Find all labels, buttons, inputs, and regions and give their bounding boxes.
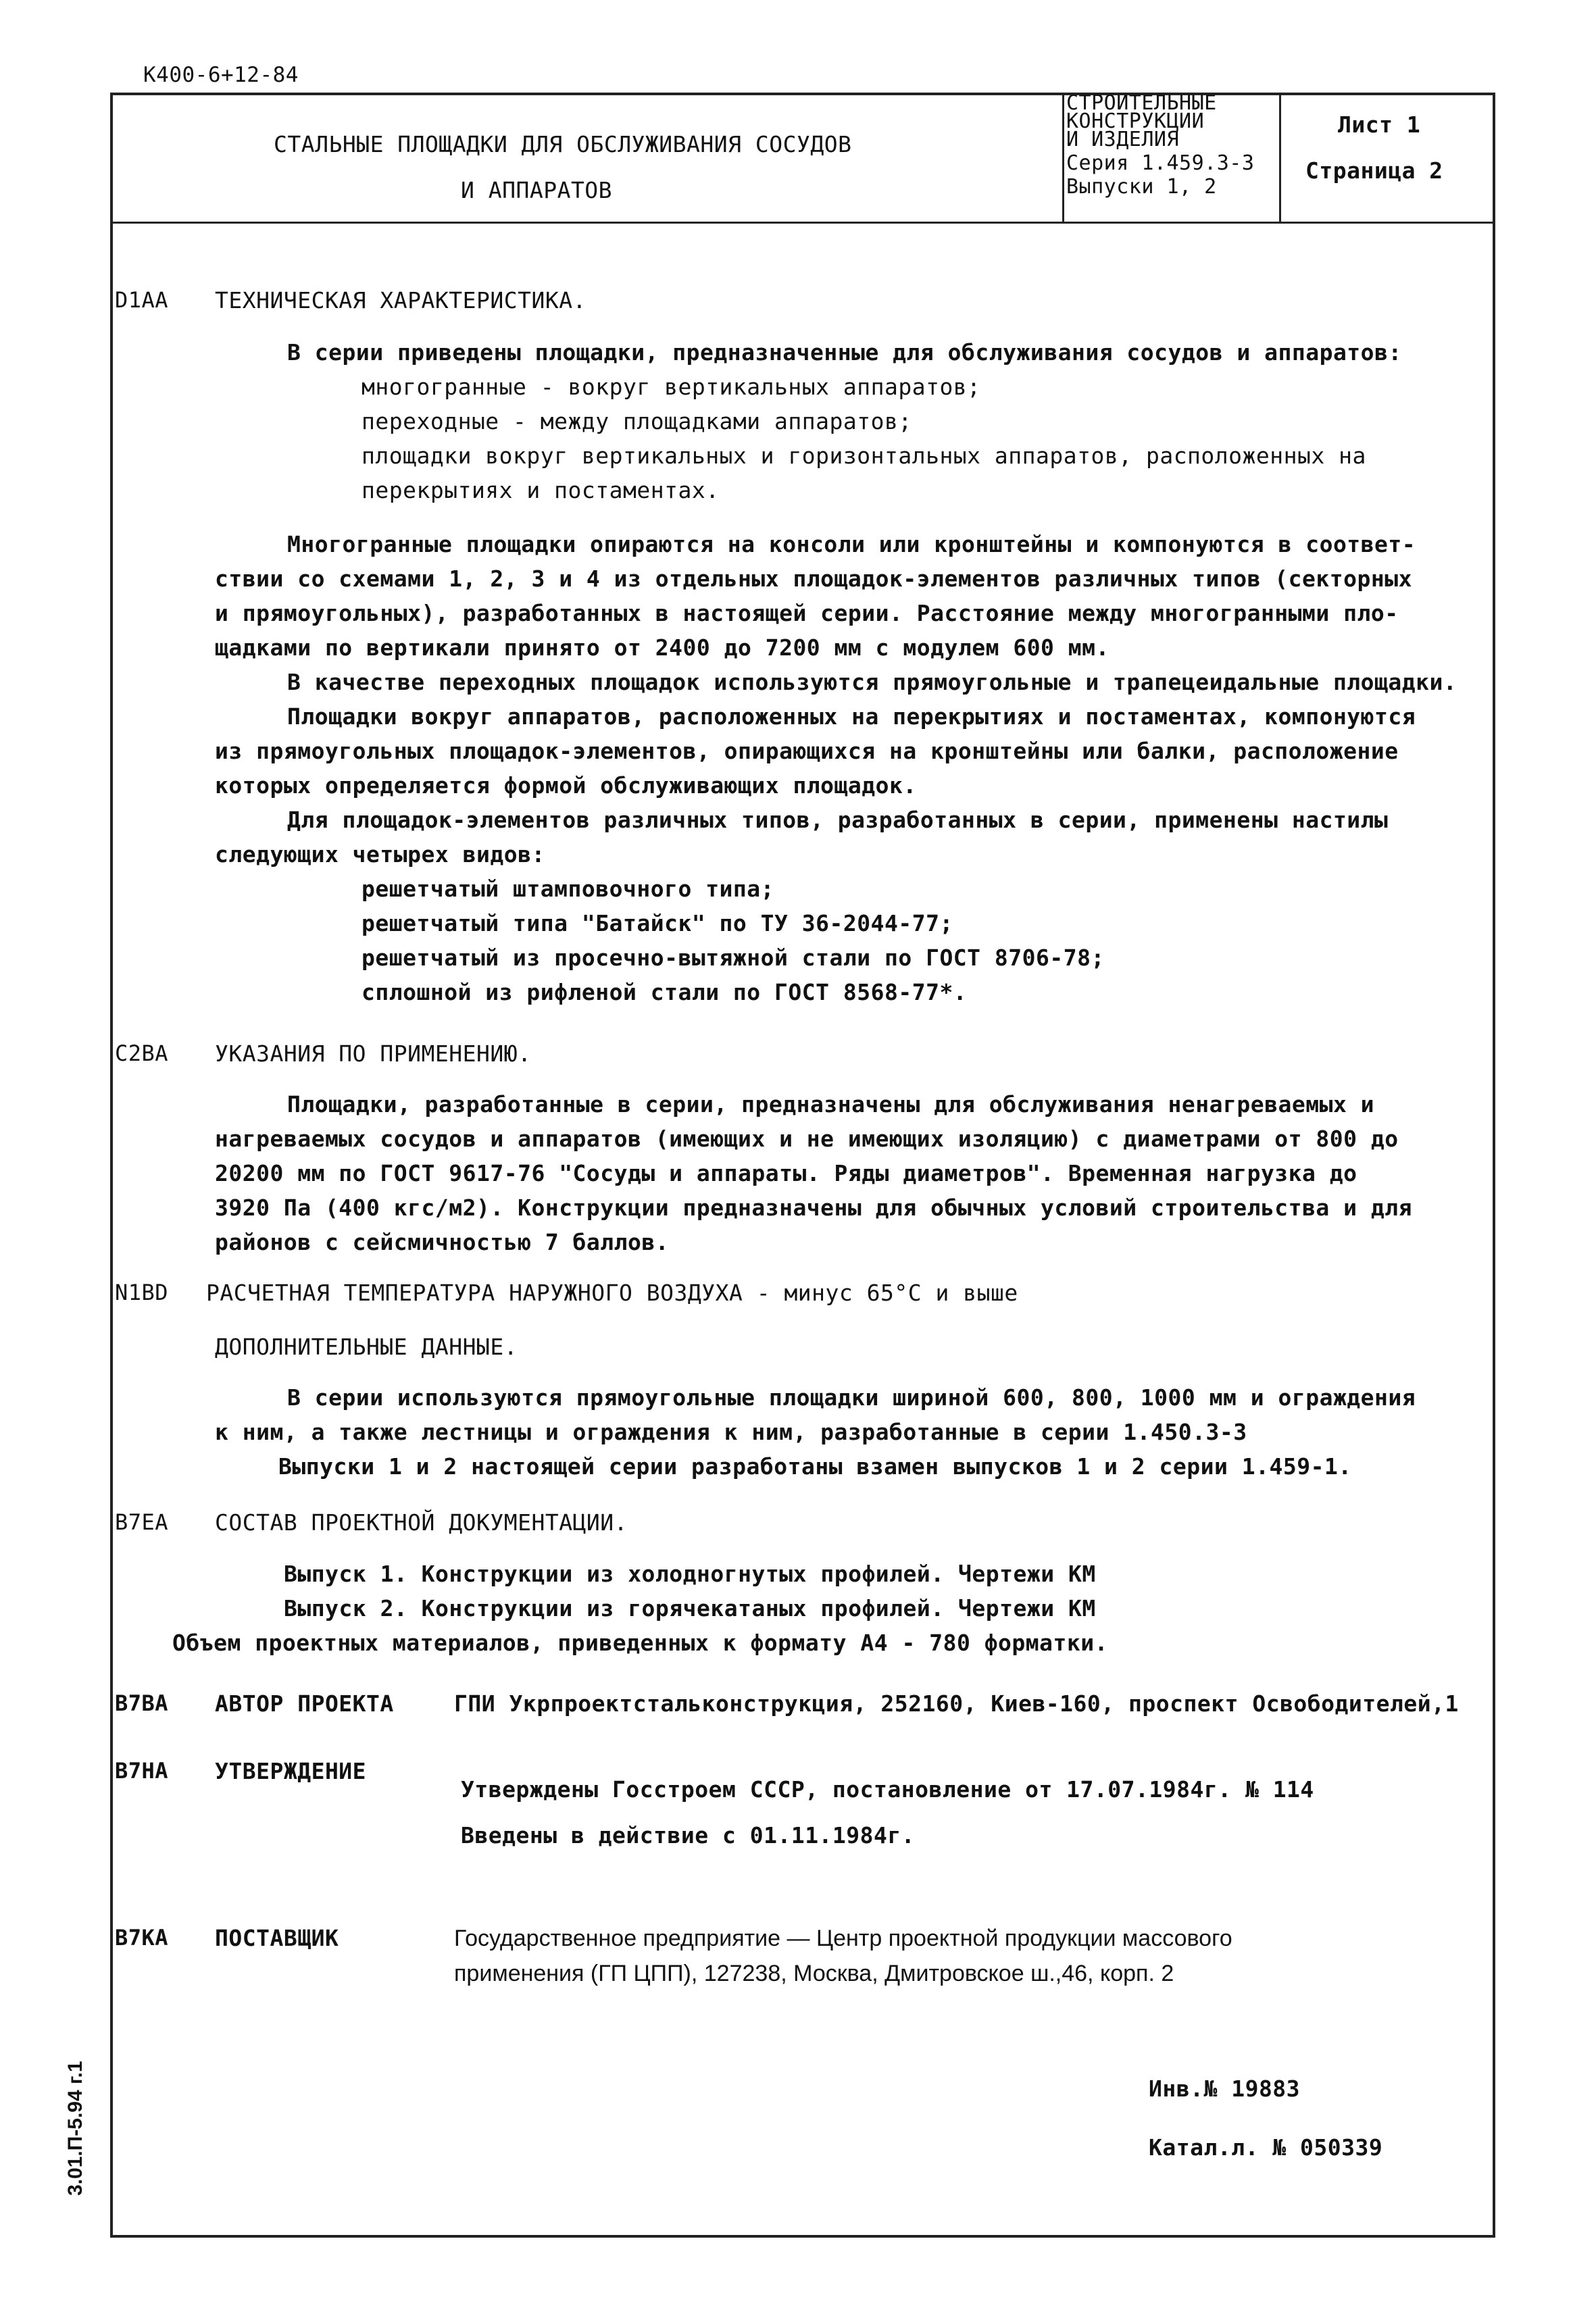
text-line: которых определяется формой обслуживающих площадок. xyxy=(215,772,917,799)
text-line: Многогранные площадки опираются на консоли или кронштейны и компонуются в соответ- xyxy=(287,531,1416,557)
section-heading: АВТОР ПРОЕКТА xyxy=(215,1690,394,1717)
header-vline-2 xyxy=(1279,93,1281,223)
header-divider xyxy=(110,222,1495,224)
side-code: 3.01.П-5.94 г.1 xyxy=(64,2061,86,2196)
catalog-number: Катал.л. № 050339 xyxy=(1149,2134,1383,2161)
text-line: Для площадок-элементов различных типов, разработанных в серии, применены настилы xyxy=(287,807,1389,833)
section-heading: СОСТАВ ПРОЕКТНОЙ ДОКУМЕНТАЦИИ. xyxy=(215,1509,628,1536)
text-line: решетчатый типа "Батайск" по ТУ 36-2044-77; xyxy=(361,910,953,936)
text-line: В серии используются прямоугольные площадки шириной 600, 800, 1000 мм и ограждения xyxy=(287,1384,1416,1411)
header-mid-line: СТРОИТЕЛЬНЫЕ xyxy=(1066,91,1217,115)
text-line: и прямоугольных), разработанных в настоящей серии. Расстояние между многогранными пло- xyxy=(215,600,1399,626)
section-heading: ТЕХНИЧЕСКАЯ ХАРАКТЕРИСТИКА. xyxy=(215,287,587,313)
text-line: районов с сейсмичностью 7 баллов. xyxy=(215,1229,670,1255)
text-line: сплошной из рифленой стали по ГОСТ 8568-77*. xyxy=(361,979,968,1005)
section-heading: ПОСТАВЩИК xyxy=(215,1925,339,1951)
text-line: ГПИ Укрпроектстальконструкция, 252160, Киев-160, проспект Освободителей,1 xyxy=(454,1690,1459,1717)
text-line: Государственное предприятие — Центр проектной продукции массового xyxy=(454,1926,1232,1951)
header-mid-line: Выпуски 1, 2 xyxy=(1066,175,1217,199)
section-code: B7BA xyxy=(115,1690,169,1716)
text-line: Выпуск 1. Конструкции из холодногнутых профилей. Чертежи КМ xyxy=(284,1561,1096,1587)
text-line: В серии приведены площадки, предназначенные для обслуживания сосудов и аппаратов: xyxy=(287,339,1402,366)
text-line: Утверждены Госстроем СССР, постановление от 17.07.1984г. № 114 xyxy=(461,1776,1314,1803)
text-line: к ним, а также лестницы и ограждения к ним, разработанные в серии 1.450.3-3 xyxy=(215,1419,1247,1445)
header-series-block xyxy=(1066,93,1254,197)
text-line: переходные - между площадками аппаратов; xyxy=(361,408,912,434)
header-mid-line: КОНСТРУКЦИИ xyxy=(1066,109,1205,133)
inventory-number: Инв.№ 19883 xyxy=(1149,2076,1301,2102)
text-line: многогранные - вокруг вертикальных аппаратов; xyxy=(361,374,981,400)
text-line: применения (ГП ЦПП), 127238, Москва, Дмитровское ш.,46, корп. 2 xyxy=(454,1961,1174,1986)
text-line: щадками по вертикали принято от 2400 до 7200 мм с модулем 600 мм. xyxy=(215,634,1109,661)
text-line: Выпуск 2. Конструкции из горячекатаных профилей. Чертежи КМ xyxy=(284,1595,1096,1621)
text-line: Введены в действие с 01.11.1984г. xyxy=(461,1822,916,1848)
header-page: Страница 2 xyxy=(1305,157,1443,184)
section-code: B7HA xyxy=(115,1758,169,1784)
text-line: Объем проектных материалов, приведенных к формату А4 - 780 форматки. xyxy=(172,1630,1109,1656)
text-line: площадки вокруг вертикальных и горизонтальных аппаратов, расположенных на xyxy=(361,443,1366,469)
text-line: 3920 Па (400 кгс/м2). Конструкции предназначены для обычных условий строительства и для xyxy=(215,1194,1412,1221)
header-mid-line: И ИЗДЕЛИЯ xyxy=(1066,128,1180,151)
header-mid-line: Серия 1.459.3-3 xyxy=(1066,151,1255,175)
text-line: Площадки, разработанные в серии, предназначены для обслуживания ненагреваемых и xyxy=(287,1091,1375,1117)
text-line: ствии со схемами 1, 2, 3 и 4 из отдельных площадок-элементов различных типов (секторных xyxy=(215,565,1412,592)
section-heading: РАСЧЕТНАЯ ТЕМПЕРАТУРА НАРУЖНОГО ВОЗДУХА - минус 65°С и выше xyxy=(206,1280,1018,1306)
text-line: Выпуски 1 и 2 настоящей серии разработаны взамен выпусков 1 и 2 серии 1.459-1. xyxy=(278,1453,1352,1480)
text-line: нагреваемых сосудов и аппаратов (имеющих и не имеющих изоляцию) с диаметрами от 800 до xyxy=(215,1126,1399,1152)
text-line: из прямоугольных площадок-элементов, опирающихся на кронштейны или балки, расположение xyxy=(215,738,1399,764)
section-subheading: ДОПОЛНИТЕЛЬНЫЕ ДАННЫЕ. xyxy=(215,1334,518,1360)
section-code: C2BA xyxy=(115,1040,169,1066)
section-code: D1AA xyxy=(115,287,169,313)
section-heading: УКАЗАНИЯ ПО ПРИМЕНЕНИЮ. xyxy=(215,1040,532,1067)
header-vline-1 xyxy=(1062,93,1064,223)
header-sheet: Лист 1 xyxy=(1338,111,1421,138)
header-title-line2: И АППАРАТОВ xyxy=(461,177,613,203)
header-title-line1: СТАЛЬНЫЕ ПЛОЩАДКИ ДЛЯ ОБСЛУЖИВАНИЯ СОСУДОВ xyxy=(274,131,852,157)
text-line: В качестве переходных площадок используются прямоугольные и трапецеидальные площадки. xyxy=(287,669,1457,695)
doc-code: К400-6+12-84 xyxy=(143,63,299,87)
section-code: B7KA xyxy=(115,1925,169,1951)
section-heading: УТВЕРЖДЕНИЕ xyxy=(215,1758,367,1784)
text-line: решетчатый из просечно-вытяжной стали по ГОСТ 8706-78; xyxy=(361,945,1105,971)
section-code: B7EA xyxy=(115,1509,169,1535)
text-line: перекрытиях и постаментах. xyxy=(361,477,720,503)
text-line: следующих четырех видов: xyxy=(215,841,545,867)
text-line: 20200 мм по ГОСТ 9617-76 "Сосуды и аппараты. Ряды диаметров". Временная нагрузка до xyxy=(215,1160,1357,1186)
section-code: N1BD xyxy=(115,1280,169,1305)
text-line: решетчатый штамповочного типа; xyxy=(361,876,775,902)
text-line: Площадки вокруг аппаратов, расположенных на перекрытиях и постаментах, компонуются xyxy=(287,703,1416,730)
